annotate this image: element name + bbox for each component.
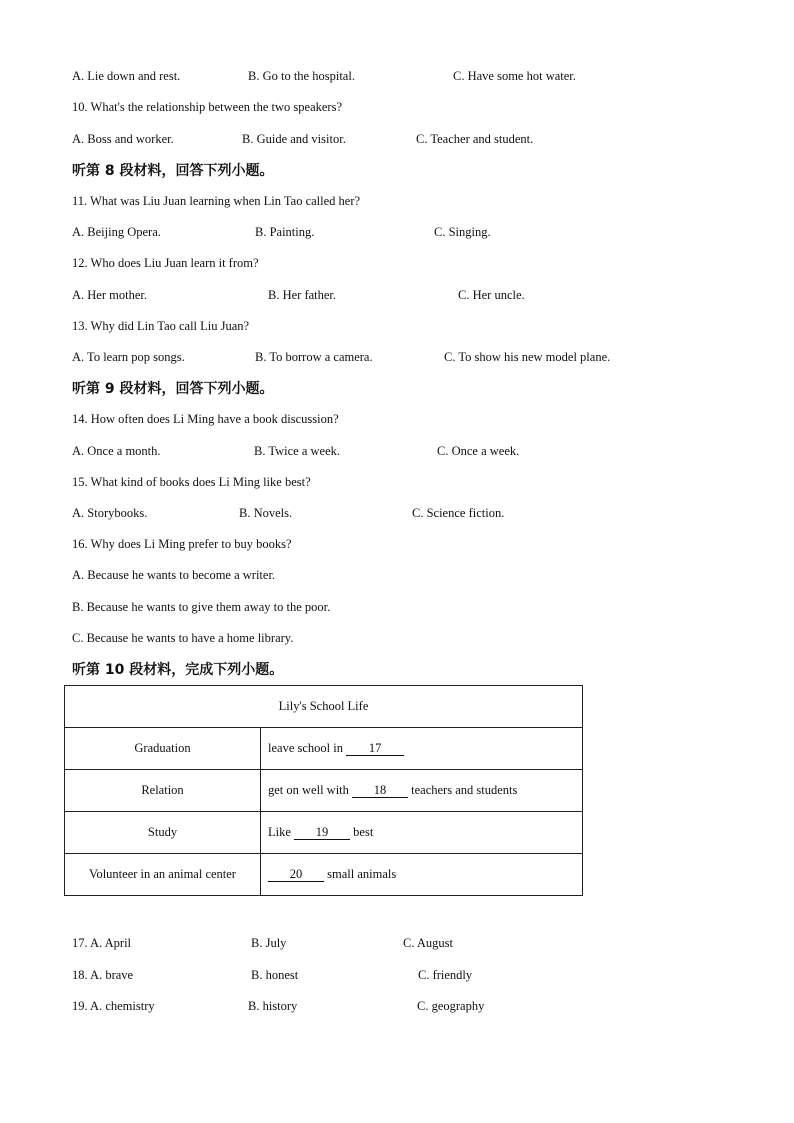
q17-option-b: B. July [251, 936, 287, 950]
q19-option-c: C. geography [417, 999, 485, 1013]
q18-option-b: B. honest [251, 968, 299, 982]
q14-option-b: B. Twice a week. [254, 444, 341, 458]
q15-question: 15. What kind of books does Li Ming like best? [72, 475, 311, 489]
q17-option-a: 17. A. April [72, 936, 132, 950]
section-9-heading: 听第 9 段材料，回答下列小题。 [72, 381, 274, 397]
q10-question: 10. What's the relationship between the two speakers? [72, 100, 342, 114]
answer-blank-20: 20 [268, 868, 324, 882]
row-value [261, 770, 583, 812]
table-row [65, 812, 583, 854]
q13-question: 13. Why did Lin Tao call Liu Juan? [72, 319, 250, 333]
q18-option-c: C. friendly [418, 968, 473, 982]
q16-question: 16. Why does Li Ming prefer to buy books? [72, 537, 292, 551]
q9-option-b: B. Go to the hospital. [248, 69, 355, 83]
q15-option-b: B. Novels. [239, 506, 293, 520]
q14-question: 14. How often does Li Ming have a book discussion? [72, 412, 339, 426]
q11-option-a: A. Beijing Opera. [72, 225, 161, 239]
table-row [65, 728, 583, 770]
q17-option-c: C. August [403, 936, 454, 950]
q15-option-a: A. Storybooks. [72, 506, 148, 520]
q13-option-b: B. To borrow a camera. [255, 350, 373, 364]
q11-question: 11. What was Liu Juan learning when Lin Tao called her? [72, 194, 361, 208]
row-post-text: best [353, 825, 374, 839]
row-pre-text: Like [268, 825, 291, 839]
q18-option-a: 18. A. brave [72, 968, 134, 982]
q16-option-c: C. Because he wants to have a home library. [72, 631, 294, 645]
q12-option-c: C. Her uncle. [458, 288, 525, 302]
q14-option-c: C. Once a week. [437, 444, 520, 458]
q12-option-b: B. Her father. [268, 288, 337, 302]
section-10-heading: 听第 10 段材料，完成下列小题。 [72, 662, 284, 678]
answer-blank-18: 18 [352, 784, 408, 798]
answer-blank-17: 17 [346, 742, 404, 756]
school-life-table [64, 685, 583, 896]
q19-option-b: B. history [248, 999, 298, 1013]
row-pre-text: get on well with [268, 783, 349, 797]
row-label: Volunteer in an animal center [65, 854, 261, 896]
q9-option-a: A. Lie down and rest. [72, 69, 181, 83]
q13-option-a: A. To learn pop songs. [72, 350, 185, 364]
q12-option-a: A. Her mother. [72, 288, 147, 302]
q14-option-a: A. Once a month. [72, 444, 161, 458]
row-value [261, 728, 583, 770]
q10-option-a: A. Boss and worker. [72, 132, 174, 146]
section-8-heading: 听第 8 段材料，回答下列小题。 [72, 163, 274, 179]
table-title: Lily's School Life [65, 686, 583, 728]
q12-question: 12. Who does Liu Juan learn it from? [72, 256, 259, 270]
q19-option-a: 19. A. chemistry [72, 999, 155, 1013]
q16-option-a: A. Because he wants to become a writer. [72, 568, 276, 582]
table-title-row [65, 686, 583, 728]
row-post-text: small animals [327, 867, 397, 881]
table-row [65, 770, 583, 812]
row-pre-text: leave school in [268, 741, 343, 755]
q13-option-c: C. To show his new model plane. [444, 350, 611, 364]
table-row [65, 854, 583, 896]
row-value [261, 812, 583, 854]
q10-option-b: B. Guide and visitor. [242, 132, 346, 146]
answer-blank-19: 19 [294, 826, 350, 840]
q11-option-b: B. Painting. [255, 225, 315, 239]
q15-option-c: C. Science fiction. [412, 506, 505, 520]
row-post-text: teachers and students [411, 783, 518, 797]
row-value [261, 854, 583, 896]
q10-option-c: C. Teacher and student. [416, 132, 534, 146]
q9-option-c: C. Have some hot water. [453, 69, 576, 83]
q16-option-b: B. Because he wants to give them away to the poor. [72, 600, 331, 614]
row-label: Graduation [65, 728, 261, 770]
q11-option-c: C. Singing. [434, 225, 491, 239]
row-label: Relation [65, 770, 261, 812]
row-label: Study [65, 812, 261, 854]
